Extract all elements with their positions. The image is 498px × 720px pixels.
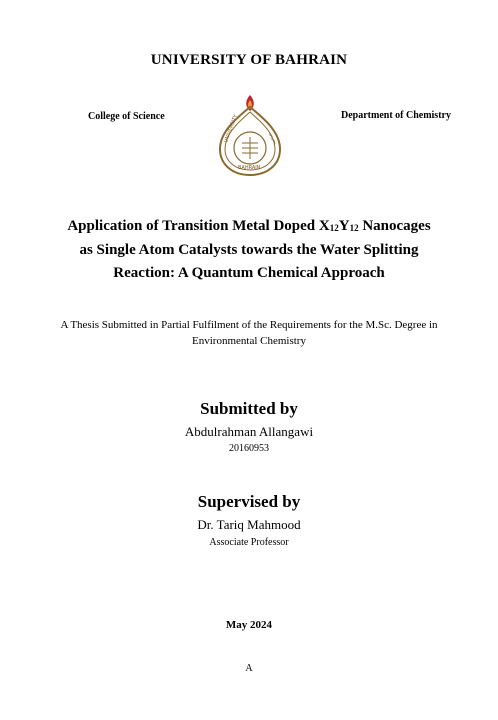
university-name: UNIVERSITY OF BAHRAIN <box>150 52 348 68</box>
svg-text:BAHRAIN: BAHRAIN <box>238 165 261 171</box>
student-id: 20160953 <box>229 443 269 454</box>
student-name: Abdulrahman Allangawi <box>184 424 314 439</box>
page-number: A <box>245 663 253 674</box>
title-subscript-2: 12 <box>349 223 359 233</box>
supervisor-name: Dr. Tariq Mahmood <box>197 517 301 532</box>
submitted-by-heading: Submitted by <box>200 399 298 418</box>
department-name: Department of Chemistry <box>341 110 451 121</box>
college-name: College of Science <box>88 111 165 122</box>
title-part-3: Nanocages as Single Atom Catalysts towards the Water Splitting Reaction: A Quantum Chemical Approach <box>79 218 431 281</box>
supervisor-position: Associate Professor <box>209 537 289 548</box>
supervised-by-heading: Supervised by <box>197 492 301 511</box>
thesis-title <box>60 215 438 286</box>
title-part-2: Y <box>338 218 350 234</box>
svg-text:UNIVERSITY: UNIVERSITY <box>223 113 240 144</box>
university-seal-icon <box>216 93 284 177</box>
title-part-1: Application of Transition Metal Doped X <box>67 218 330 234</box>
svg-text:بحرين: بحرين <box>268 131 279 146</box>
title-subscript-1: 12 <box>329 223 339 233</box>
thesis-statement: A Thesis Submitted in Partial Fulfilment of the Requirements for the M.Sc. Degree in Environmental Chemistry <box>60 319 438 347</box>
submission-date: May 2024 <box>225 619 273 631</box>
